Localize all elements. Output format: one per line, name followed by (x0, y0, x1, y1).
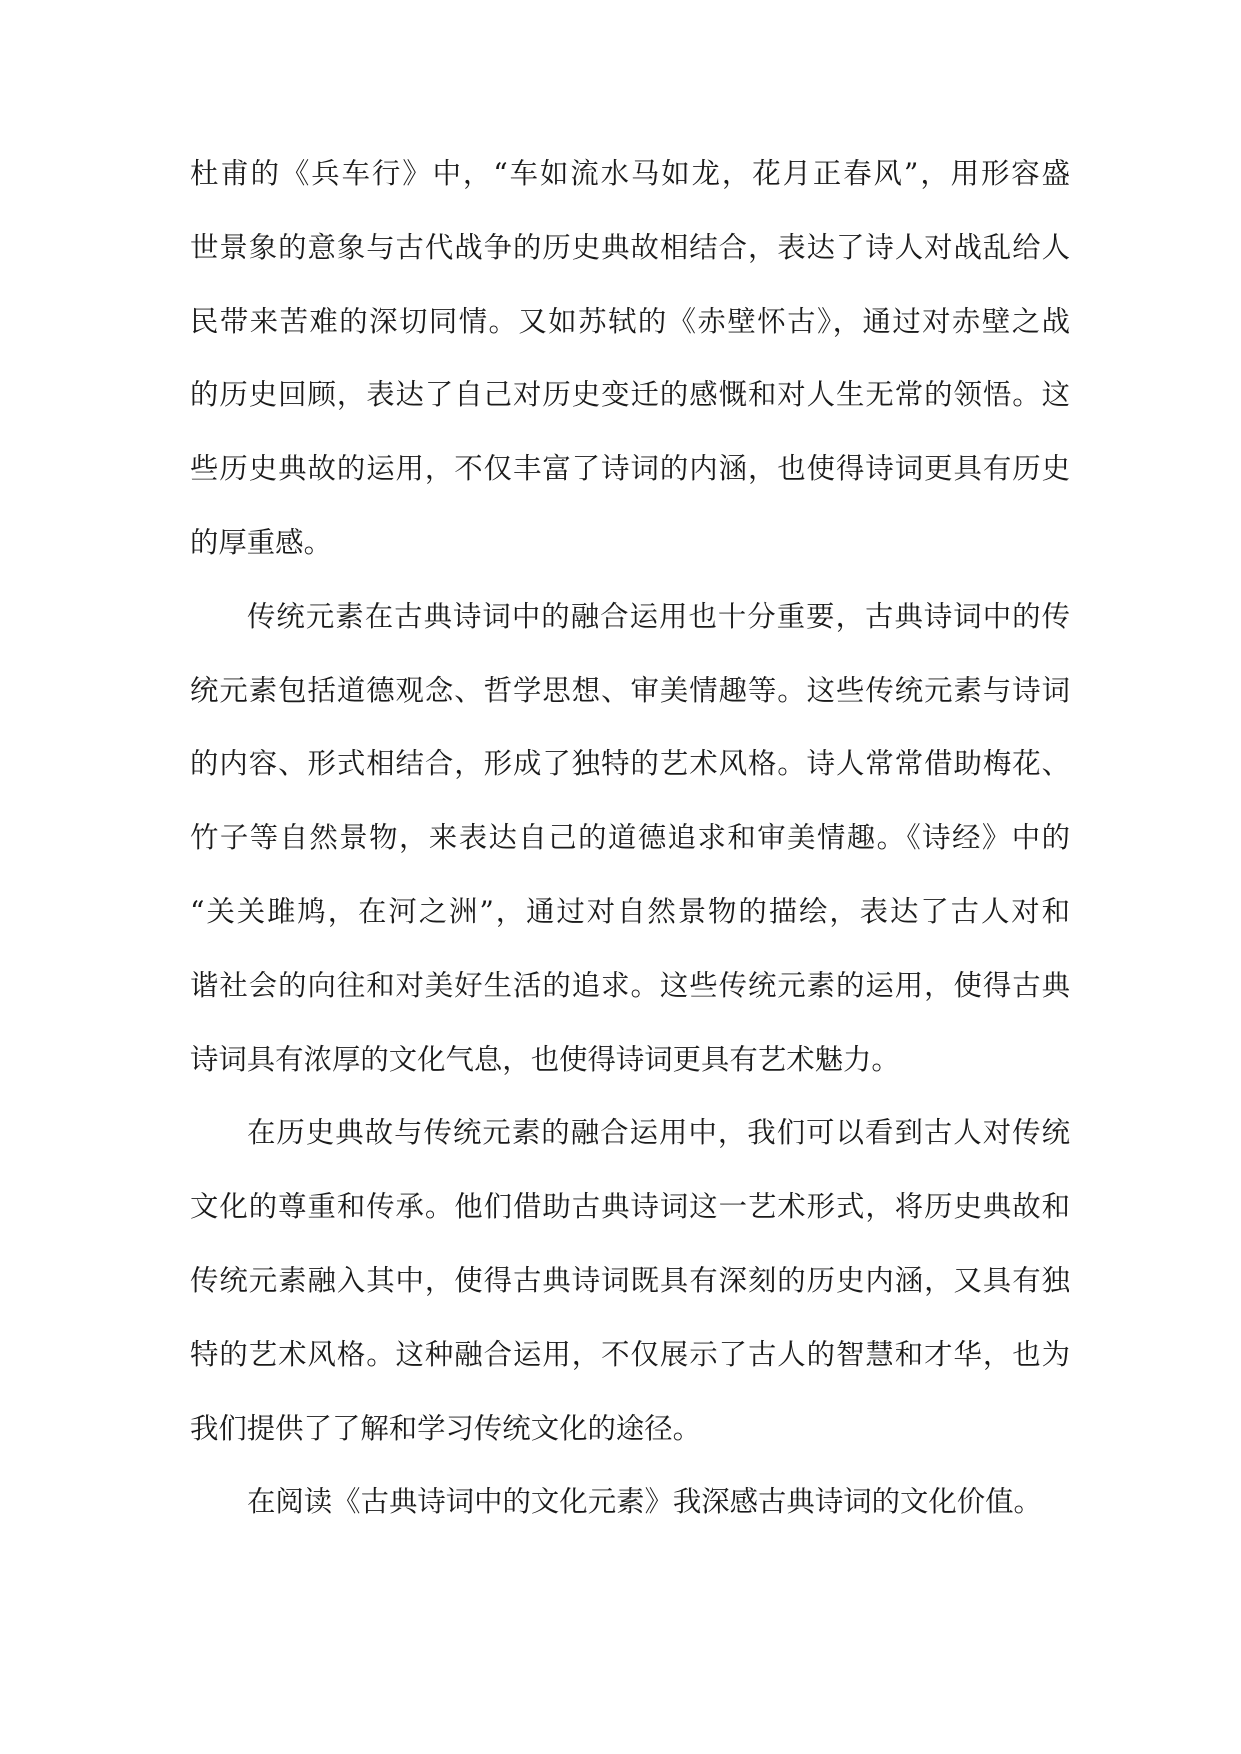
paragraph-2-line-3: 的内容、形式相结合，形成了独特的艺术风格。诗人常常借助梅花、 (190, 747, 1070, 781)
paragraph-2-line-2: 统元素包括道德观念、哲学思想、审美情趣等。这些传统元素与诗词 (190, 673, 1070, 707)
paragraph-1-line-3: 民带来苦难的深切同情。又如苏轼的《赤壁怀古》，通过对赤壁之战 (190, 304, 1070, 338)
paragraph-2-line-7: 诗词具有浓厚的文化气息，也使得诗词更具有艺术魅力。 (190, 1042, 900, 1076)
paragraph-1-line-5: 些历史典故的运用，不仅丰富了诗词的内涵，也使得诗词更具有历史 (190, 452, 1070, 486)
paragraph-2-line-1: 传统元素在古典诗词中的融合运用也十分重要，古典诗词中的传 (247, 599, 1070, 633)
paragraph-2-line-6: 谐社会的向往和对美好生活的追求。这些传统元素的运用，使得古典 (190, 968, 1070, 1002)
paragraph-2-line-5: “关关雎鸠，在河之洲”，通过对自然景物的描绘，表达了古人对和 (190, 894, 1070, 928)
paragraph-3-line-4: 特的艺术风格。这种融合运用，不仅展示了古人的智慧和才华，也为 (190, 1337, 1070, 1371)
document-body (190, 137, 1070, 1539)
paragraph-1-line-2: 世景象的意象与古代战争的历史典故相结合，表达了诗人对战乱给人 (190, 230, 1070, 264)
paragraph-3-line-5: 我们提供了了解和学习传统文化的途径。 (190, 1411, 702, 1445)
paragraph-4-line-1: 在阅读《古典诗词中的文化元素》我深感古典诗词的文化价值。 (247, 1485, 1042, 1519)
paragraph-1-line-6: 的厚重感。 (190, 525, 332, 559)
paragraph-3-line-2: 文化的尊重和传承。他们借助古典诗词这一艺术形式，将历史典故和 (190, 1190, 1070, 1224)
paragraph-3-line-3: 传统元素融入其中，使得古典诗词既具有深刻的历史内涵，又具有独 (190, 1263, 1070, 1297)
paragraph-1-line-4: 的历史回顾，表达了自己对历史变迁的感慨和对人生无常的领悟。这 (190, 378, 1070, 412)
paragraph-2-line-4: 竹子等自然景物，来表达自己的道德追求和审美情趣。《诗经》中的 (190, 821, 1070, 855)
paragraph-3-line-1: 在历史典故与传统元素的融合运用中，我们可以看到古人对传统 (247, 1116, 1070, 1150)
paragraph-1-line-1: 杜甫的《兵车行》中，“车如流水马如龙，花月正春风”，用形容盛 (190, 157, 1070, 190)
